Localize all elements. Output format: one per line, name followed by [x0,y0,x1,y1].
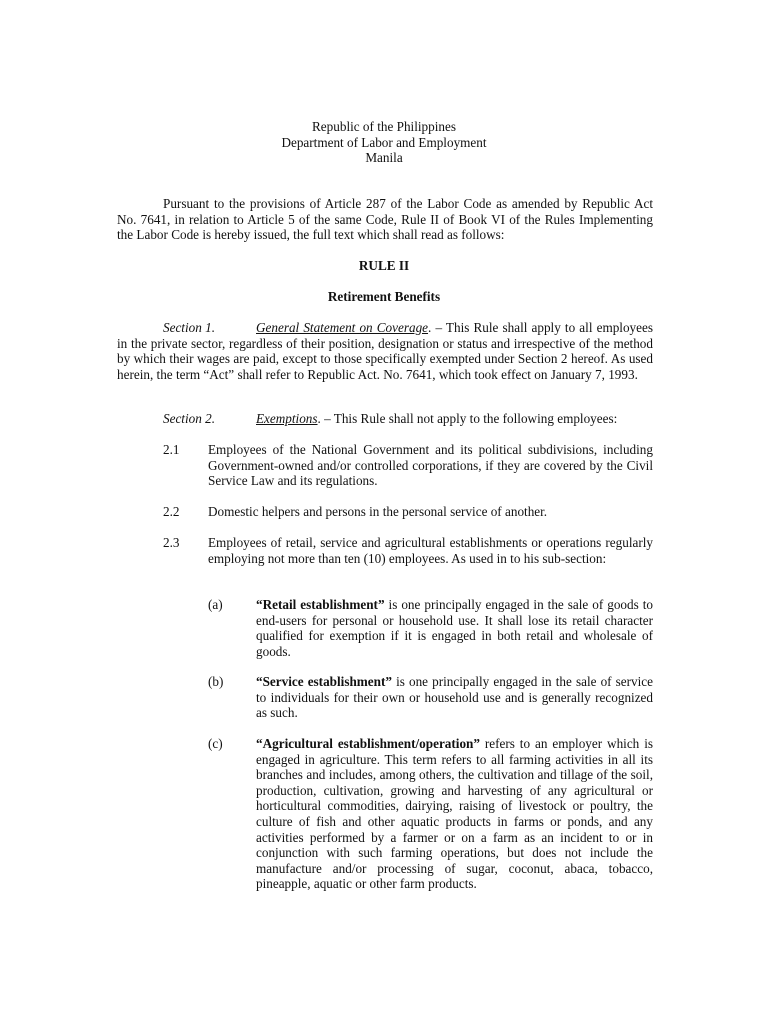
rule-subtitle: Retirement Benefits [327,289,441,304]
section-1-body: . – This Rule shall apply to all employees in the private sector, regardless of their position, designation or status and irrespective of the method by which their wages are paid, except to those specifically exempted under Section 2 hereof. As used herein, the term “Act” shall refer to Republic Act. No. 7641, which took effect on January 7, 1993. [117,320,653,382]
rule-title: RULE II [358,258,410,273]
definition: is one principally engaged in the sale of goods to end-users for personal or household use. It shall lose its retail character qualified for exemption if it is engaged in both retail and wholesale of goods. [256,597,653,659]
item-number: 2.3 [163,535,180,550]
section-1-label: Section 1. [163,320,216,335]
section-1 [117,320,653,382]
header-city: Manila [365,150,403,166]
header-department: Department of Labor and Employment [281,134,487,150]
sub-item-letter: (a) [208,597,223,612]
sub-item-b [208,674,653,721]
definition: is one principally engaged in the sale of service to individuals for their own or household use and is generally recognized as such. [256,674,653,721]
item-number: 2.2 [163,504,180,519]
document-header [0,119,768,166]
section-2-label: Section 2. [163,411,216,426]
section-2 [117,411,653,427]
sub-item-letter: (c) [208,736,223,751]
sub-item-letter: (b) [208,674,224,689]
section-2-body: . – This Rule shall not apply to the following employees: [317,411,618,426]
item-text: Employees of retail, service and agricultural establishments or operations regularly employing not more than ten (10) employees. As used in to his sub-section: [208,535,653,566]
defined-term: “Retail establishment” [256,597,385,612]
intro-paragraph: Pursuant to the provisions of Article 287 of the Labor Code as amended by Republic Act No. 7641, in relation to Article 5 of the same Code, Rule II of Book VI of the Rules Implementing the Labor Code is hereby issued, the full text which shall read as follows: [117,196,653,243]
item-text: Employees of the National Government and its political subdivisions, including Government-owned and/or controlled corporations, if they are covered by the Civil Service Law and its regulations. [208,442,653,489]
list-item-2-3 [163,535,653,566]
header-republic: Republic of the Philippines [312,119,456,134]
sub-item-a [208,597,653,659]
item-number: 2.1 [163,442,180,457]
defined-term: “Service establishment” [256,674,392,689]
sub-item-text [256,597,653,659]
sub-item-text [256,674,653,721]
sub-item-text [256,736,653,892]
section-2-title: Exemptions [256,411,318,426]
defined-term: “Agricultural establishment/operation” [256,736,480,751]
list-item-2-1 [163,442,653,489]
sub-item-c [208,736,653,892]
item-text: Domestic helpers and persons in the personal service of another. [208,504,548,519]
definition: refers to an employer which is engaged in agriculture. This term refers to all farming activities in all its branches and includes, among others, the cultivation and tillage of the soil, production, cultivation, growing and harvesting of any agricultural or horticultural commodities, dairying, raising of livestock or poultry, the culture of fish and other aquatic products in farms or ponds, and any activities performed by a farmer or on a farm as an incident to or in conjunction with such farming operations, but does not include the manufacture and/or processing of sugar, coconut, abaca, tobacco, pineapple, aquatic or other farm products. [256,736,653,892]
section-1-title: General Statement on Coverage [256,320,429,335]
list-item-2-2 [163,504,653,520]
